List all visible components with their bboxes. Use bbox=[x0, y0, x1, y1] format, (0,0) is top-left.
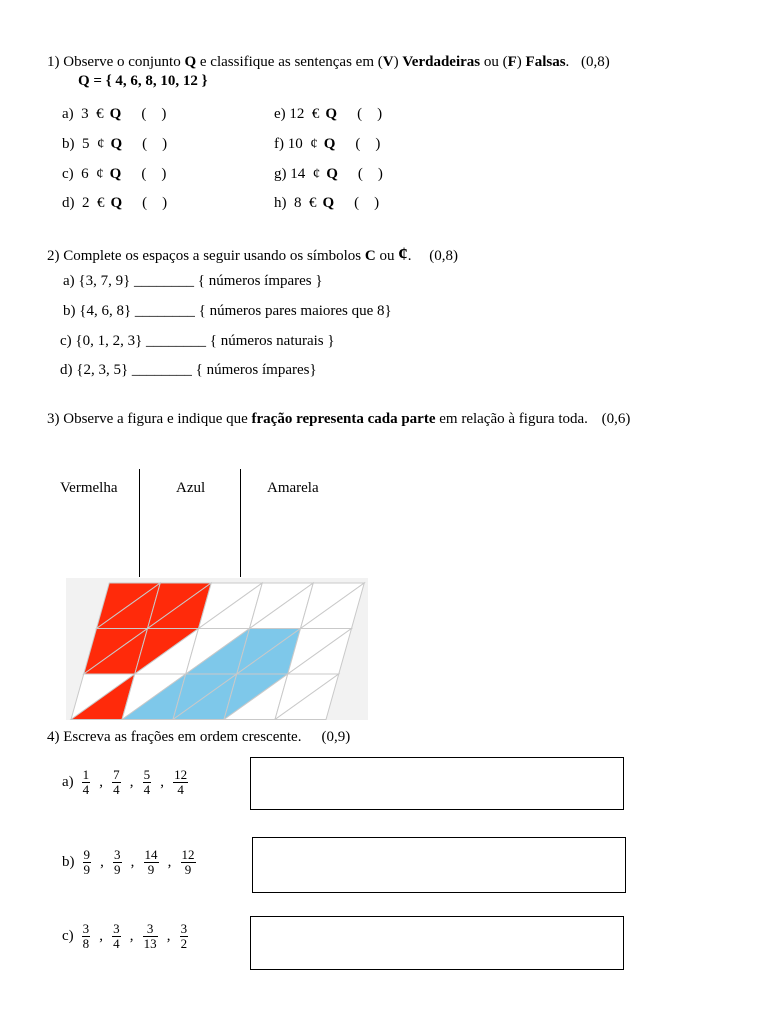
fraction-denominator: 9 bbox=[83, 862, 90, 877]
q4-group-label: a) bbox=[62, 774, 74, 790]
q1-item-answer-blank[interactable]: ( ) bbox=[141, 166, 167, 182]
fraction-separator: , bbox=[167, 854, 172, 870]
fraction bbox=[113, 848, 122, 877]
divider-line-1 bbox=[139, 469, 140, 577]
q1-item-b bbox=[62, 136, 167, 153]
q1-title: 1) Observe o conjunto Q e classifique as sentenças em (V) Verdadeiras ou (F) Falsas. (0,8) bbox=[47, 54, 610, 70]
q1-item-label: h) 8 € bbox=[274, 195, 317, 211]
q3-title: 3) Observe a figura e indique que fração representa cada parte em relação à figura toda. (0,6) bbox=[47, 411, 631, 427]
q2-item-d: d) {2, 3, 5} ________ { números ímpares} bbox=[60, 362, 317, 378]
fraction-separator: , bbox=[129, 928, 134, 944]
fraction-numerator: 3 bbox=[180, 921, 188, 936]
q4-group-b bbox=[62, 848, 198, 877]
q1-item-set: Q bbox=[323, 136, 336, 152]
fraction-separator: , bbox=[99, 774, 104, 790]
answer-box-a[interactable] bbox=[250, 757, 624, 810]
fraction bbox=[181, 848, 196, 877]
q2-title: 2) Complete os espaços a seguir usando os símbolos C ou ¢. (0,8) bbox=[47, 244, 458, 265]
q1-item-label: c) 6 ¢ bbox=[62, 166, 104, 182]
fraction bbox=[143, 768, 152, 797]
q2-item-a: a) {3, 7, 9} ________ { números ímpares } bbox=[63, 273, 323, 289]
q1-item-d bbox=[62, 195, 167, 212]
q1-item-answer-blank[interactable]: ( ) bbox=[354, 195, 380, 211]
q1-item-label: e) 12 € bbox=[274, 106, 320, 122]
fraction-numerator: 3 bbox=[113, 921, 120, 936]
q1-item-answer-blank[interactable]: ( ) bbox=[357, 166, 383, 182]
triangle-grid-figure bbox=[66, 578, 368, 720]
fraction-denominator: 2 bbox=[180, 936, 188, 951]
q1-item-f bbox=[274, 136, 380, 153]
fraction bbox=[82, 922, 91, 951]
fraction bbox=[144, 848, 159, 877]
fraction bbox=[82, 768, 91, 797]
q2-item-b: b) {4, 6, 8} ________ { números pares maiores que 8} bbox=[63, 303, 392, 319]
fraction-numerator: 12 bbox=[181, 847, 195, 862]
q1-item-a bbox=[62, 106, 166, 123]
fraction-separator: , bbox=[166, 928, 171, 944]
fraction-denominator: 4 bbox=[173, 782, 188, 797]
q4-group-label: b) bbox=[62, 854, 75, 870]
q1-item-set: Q bbox=[110, 136, 123, 152]
answer-box-c[interactable] bbox=[250, 916, 624, 970]
q1-item-answer-blank[interactable]: ( ) bbox=[142, 136, 168, 152]
fraction-denominator: 8 bbox=[82, 936, 90, 951]
fraction-denominator: 4 bbox=[113, 936, 120, 951]
q1-item-set: Q bbox=[109, 106, 122, 122]
q1-item-c bbox=[62, 166, 166, 183]
fraction bbox=[143, 922, 158, 951]
fraction-numerator: 9 bbox=[83, 847, 90, 862]
q4-group-label: c) bbox=[62, 928, 74, 944]
fraction bbox=[83, 848, 92, 877]
q1-item-e bbox=[274, 106, 382, 123]
q1-item-answer-blank[interactable]: ( ) bbox=[141, 106, 167, 122]
q1-item-label: d) 2 € bbox=[62, 195, 105, 211]
q1-item-set: Q bbox=[109, 166, 122, 182]
fraction-numerator: 1 bbox=[82, 767, 90, 782]
q1-set-definition: Q = { 4, 6, 8, 10, 12 } bbox=[78, 73, 208, 89]
q1-item-answer-blank[interactable]: ( ) bbox=[357, 106, 383, 122]
q1-item-set: Q bbox=[325, 106, 338, 122]
fraction-separator: , bbox=[160, 774, 165, 790]
divider-line-2 bbox=[240, 469, 241, 577]
label-blue: Azul bbox=[176, 480, 206, 496]
fraction-denominator: 9 bbox=[181, 862, 196, 877]
q1-item-label: a) 3 € bbox=[62, 106, 104, 122]
fraction-denominator: 9 bbox=[144, 862, 159, 877]
fraction bbox=[112, 922, 121, 951]
fraction-denominator: 9 bbox=[114, 862, 121, 877]
q1-item-label: f) 10 ¢ bbox=[274, 136, 318, 152]
fraction-denominator: 4 bbox=[113, 782, 120, 797]
fraction-separator: , bbox=[100, 854, 104, 870]
q2-item-c: c) {0, 1, 2, 3} ________ { números naturais } bbox=[60, 333, 335, 349]
q4-group-c bbox=[62, 922, 190, 951]
q1-item-set: Q bbox=[322, 195, 335, 211]
fraction bbox=[112, 768, 121, 797]
label-red: Vermelha bbox=[60, 480, 118, 496]
fraction-denominator: 4 bbox=[82, 782, 90, 797]
fraction-numerator: 3 bbox=[114, 847, 121, 862]
q4-group-a bbox=[62, 768, 190, 797]
q4-title: 4) Escreva as frações em ordem crescente. (0,9) bbox=[47, 729, 351, 745]
fraction-numerator: 3 bbox=[146, 921, 154, 936]
fraction-separator: , bbox=[130, 854, 135, 870]
q1-item-answer-blank[interactable]: ( ) bbox=[142, 195, 168, 211]
fraction-numerator: 5 bbox=[143, 767, 151, 782]
fraction-numerator: 14 bbox=[144, 847, 158, 862]
fraction-denominator: 13 bbox=[143, 936, 157, 951]
fraction-separator: , bbox=[99, 928, 104, 944]
q1-item-g bbox=[274, 166, 383, 183]
fraction-numerator: 7 bbox=[113, 767, 120, 782]
q1-item-answer-blank[interactable]: ( ) bbox=[355, 136, 381, 152]
label-yellow: Amarela bbox=[267, 480, 319, 496]
fraction-denominator: 4 bbox=[143, 782, 151, 797]
q1-item-set: Q bbox=[326, 166, 338, 182]
fraction bbox=[173, 768, 188, 797]
fraction bbox=[180, 922, 189, 951]
fraction-numerator: 3 bbox=[82, 921, 90, 936]
q1-item-h bbox=[274, 195, 379, 212]
q1-item-label: g) 14 ¢ bbox=[274, 166, 321, 182]
answer-box-b[interactable] bbox=[252, 837, 626, 893]
fraction-numerator: 12 bbox=[174, 767, 188, 782]
q1-item-label: b) 5 ¢ bbox=[62, 136, 105, 152]
fraction-separator: , bbox=[129, 774, 134, 790]
q1-item-set: Q bbox=[110, 195, 123, 211]
